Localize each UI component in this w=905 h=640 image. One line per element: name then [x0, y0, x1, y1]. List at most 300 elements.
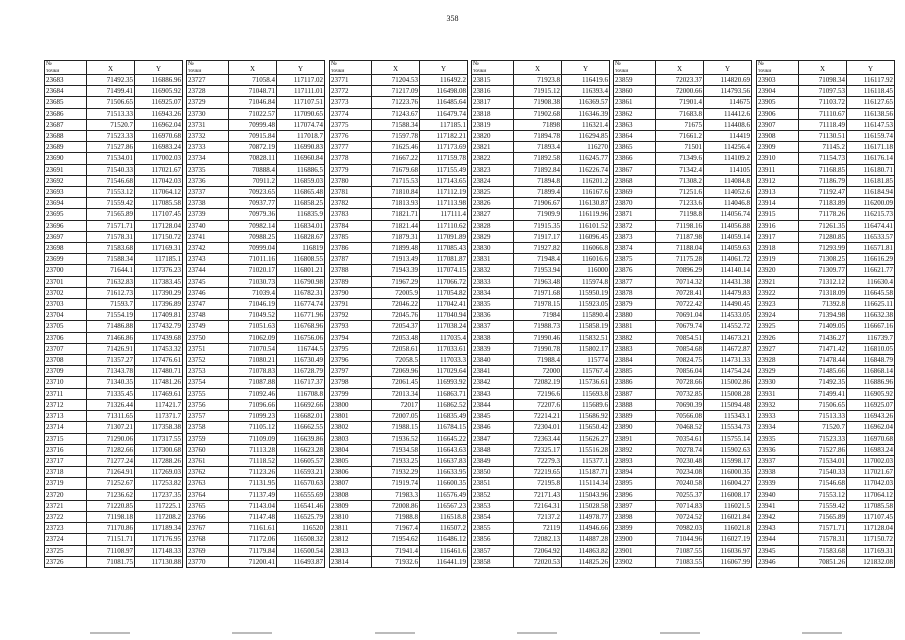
table-row	[757, 534, 895, 545]
table-row	[330, 287, 468, 298]
x-cell: 71349.6	[656, 153, 704, 164]
y-cell: 116507.2	[420, 523, 468, 534]
table-row	[45, 265, 183, 276]
y-cell: 116983.24	[135, 142, 183, 153]
x-cell: 71143.04	[229, 500, 277, 511]
x-cell: 71123.26	[229, 467, 277, 478]
y-cell: 117002.03	[847, 455, 895, 466]
table-row	[187, 556, 325, 567]
y-cell: 116865.48	[277, 187, 325, 198]
table-row	[330, 209, 468, 220]
point-number-cell: 23719	[45, 478, 87, 489]
point-number-cell: 23768	[187, 534, 229, 545]
header-point-label: точки	[615, 68, 629, 74]
point-number-cell: 23823	[472, 164, 514, 175]
table-row	[614, 175, 752, 186]
y-cell: 117176.95	[135, 534, 183, 545]
y-cell: 115377.1	[562, 455, 610, 466]
point-number-cell: 23896	[614, 489, 656, 500]
table-row	[45, 478, 183, 489]
y-cell: 116127.65	[847, 97, 895, 108]
y-cell: 116970.68	[135, 131, 183, 142]
y-cell: 116616.29	[847, 254, 895, 265]
table-row	[614, 511, 752, 522]
x-cell: 71915.35	[514, 220, 562, 231]
x-cell: 72023.37	[656, 75, 704, 86]
x-cell: 71583.68	[799, 545, 847, 556]
table-row	[187, 399, 325, 410]
y-cell: 116180.71	[847, 164, 895, 175]
x-cell: 70691.04	[656, 310, 704, 321]
x-cell: 71110.67	[799, 108, 847, 119]
header-num-label: №	[473, 61, 479, 67]
point-number-cell: 23944	[757, 534, 799, 545]
point-number-cell: 23787	[330, 254, 372, 265]
y-cell: 114059.14	[704, 231, 752, 242]
x-cell: 70732.85	[656, 388, 704, 399]
x-cell: 71546.68	[799, 478, 847, 489]
x-cell: 71936.52	[372, 433, 420, 444]
table-row	[757, 310, 895, 321]
x-cell: 72054.37	[372, 321, 420, 332]
table-row	[330, 97, 468, 108]
header-point-label: точки	[46, 68, 60, 74]
x-cell: 71932.29	[372, 467, 420, 478]
x-cell: 71612.73	[87, 287, 135, 298]
y-cell: 117107.45	[135, 209, 183, 220]
y-cell: 117421.7	[135, 399, 183, 410]
y-cell: 115736.61	[562, 377, 610, 388]
point-number-cell: 23720	[45, 489, 87, 500]
x-cell: 71175.28	[656, 254, 704, 265]
x-cell: 71311.65	[87, 411, 135, 422]
point-number-cell: 23895	[614, 478, 656, 489]
point-number-cell: 23813	[330, 545, 372, 556]
y-cell: 116066.8	[562, 243, 610, 254]
x-cell: 70722.42	[656, 299, 704, 310]
y-cell: 117128.04	[135, 220, 183, 231]
x-cell: 71078.83	[229, 366, 277, 377]
x-cell: 70690.39	[656, 399, 704, 410]
table-row	[614, 411, 752, 422]
x-cell: 70888.4	[229, 164, 277, 175]
point-number-cell: 23697	[45, 231, 87, 242]
x-cell: 71909.9	[514, 209, 562, 220]
x-cell: 72137.2	[514, 511, 562, 522]
x-cell: 71049.52	[229, 310, 277, 321]
x-cell: 71565.89	[87, 209, 135, 220]
x-cell: 71578.31	[799, 534, 847, 545]
header-point-label: точки	[331, 68, 345, 74]
point-number-cell: 23773	[330, 97, 372, 108]
x-cell: 70255.37	[656, 489, 704, 500]
y-cell: 115002.86	[704, 377, 752, 388]
y-cell: 116201.2	[562, 175, 610, 186]
x-cell: 70851.26	[799, 556, 847, 567]
point-number-cell: 23875	[614, 254, 656, 265]
y-cell: 117358.38	[135, 422, 183, 433]
y-cell: 117383.45	[135, 276, 183, 287]
y-cell: 116983.24	[847, 444, 895, 455]
x-cell: 71096.66	[229, 399, 277, 410]
table-row	[614, 343, 752, 354]
point-number-cell: 23935	[757, 433, 799, 444]
point-number-cell: 23795	[330, 343, 372, 354]
table-row	[472, 86, 610, 97]
table-header-row	[614, 61, 752, 75]
point-number-cell: 23691	[45, 164, 87, 175]
point-number-cell: 23770	[187, 556, 229, 567]
y-cell: 116555.69	[277, 489, 325, 500]
table-row	[614, 422, 752, 433]
table-row	[45, 411, 183, 422]
x-cell: 72045.76	[372, 310, 420, 321]
point-number-cell: 23940	[757, 489, 799, 500]
x-cell: 71145.2	[799, 142, 847, 153]
table-row	[472, 299, 610, 310]
y-cell: 116593.21	[277, 467, 325, 478]
table-row	[45, 489, 183, 500]
y-cell: 117143.65	[420, 175, 468, 186]
x-cell: 71523.33	[799, 433, 847, 444]
point-number-cell: 23889	[614, 411, 656, 422]
x-cell: 71118.49	[799, 119, 847, 130]
point-number-cell: 23781	[330, 187, 372, 198]
point-number-cell: 23912	[757, 175, 799, 186]
y-cell: 115802.17	[562, 343, 610, 354]
table-row	[757, 209, 895, 220]
y-cell: 115923.05	[562, 299, 610, 310]
y-cell: 117376.23	[135, 265, 183, 276]
point-number-cell: 23817	[472, 97, 514, 108]
table-row	[187, 444, 325, 455]
point-number-cell: 23699	[45, 254, 87, 265]
y-cell: 116848.79	[847, 355, 895, 366]
header-num-label: №	[188, 61, 194, 67]
page-number: 358	[446, 14, 459, 23]
point-number-cell: 23862	[614, 108, 656, 119]
x-cell: 70354.61	[656, 433, 704, 444]
point-number-cell: 23876	[614, 265, 656, 276]
table-row	[757, 366, 895, 377]
y-cell: 115832.51	[562, 332, 610, 343]
point-number-cell: 23762	[187, 467, 229, 478]
x-cell: 71983.3	[372, 489, 420, 500]
point-number-cell: 23793	[330, 321, 372, 332]
point-number-cell: 23818	[472, 108, 514, 119]
point-number-cell: 23849	[472, 455, 514, 466]
y-cell: 116226.74	[562, 164, 610, 175]
y-cell: 116708.8	[277, 388, 325, 399]
y-cell: 116171.18	[847, 142, 895, 153]
point-number-cell: 23890	[614, 422, 656, 433]
y-cell: 117042.03	[135, 175, 183, 186]
table-row	[757, 511, 895, 522]
x-cell: 71893.4	[514, 142, 562, 153]
y-cell: 116739.7	[847, 332, 895, 343]
y-cell: 117155.49	[420, 164, 468, 175]
point-number-cell: 23788	[330, 265, 372, 276]
y-cell: 116768.96	[277, 321, 325, 332]
table-row	[187, 86, 325, 97]
y-cell: 115094.48	[704, 399, 752, 410]
table-row	[757, 220, 895, 231]
x-cell: 71933.25	[372, 455, 420, 466]
point-number-cell: 23712	[45, 399, 87, 410]
point-number-cell: 23904	[757, 86, 799, 97]
table-row	[45, 399, 183, 410]
table-row	[472, 332, 610, 343]
x-cell: 72069.96	[372, 366, 420, 377]
y-cell: 116567.23	[420, 500, 468, 511]
coordinate-table	[756, 60, 895, 568]
table-row	[45, 75, 183, 86]
y-cell: 116728.79	[277, 366, 325, 377]
point-number-cell: 23685	[45, 97, 87, 108]
point-number-cell: 23796	[330, 355, 372, 366]
x-cell: 71011.16	[229, 254, 277, 265]
y-cell: 117476.61	[135, 355, 183, 366]
point-number-cell: 23908	[757, 131, 799, 142]
table-row	[757, 343, 895, 354]
x-cell: 72082.19	[514, 377, 562, 388]
point-number-cell: 23857	[472, 545, 514, 556]
header-point-number	[187, 61, 229, 75]
y-cell: 117021.67	[135, 164, 183, 175]
table-row	[330, 343, 468, 354]
x-cell: 71039.4	[229, 287, 277, 298]
table-row	[614, 209, 752, 220]
point-number-cell: 23695	[45, 209, 87, 220]
table-header-row	[187, 61, 325, 75]
x-cell: 70728.66	[656, 377, 704, 388]
table-row	[187, 220, 325, 231]
point-number-cell: 23792	[330, 310, 372, 321]
x-cell: 71520.7	[87, 119, 135, 130]
y-cell: 116118.45	[847, 86, 895, 97]
y-cell: 115755.14	[704, 433, 752, 444]
y-cell: 115774	[562, 355, 610, 366]
x-cell: 71187.98	[656, 231, 704, 242]
table-row	[45, 142, 183, 153]
x-cell: 71988.73	[514, 321, 562, 332]
table-row	[330, 164, 468, 175]
point-number-cell: 23690	[45, 153, 87, 164]
table-row	[187, 366, 325, 377]
x-cell: 71307.21	[87, 422, 135, 433]
coordinate-table	[329, 60, 468, 568]
point-number-cell: 23765	[187, 500, 229, 511]
table-row	[187, 511, 325, 522]
table-row	[330, 119, 468, 130]
x-cell: 71534.01	[799, 455, 847, 466]
x-cell: 71318.09	[799, 287, 847, 298]
table-row	[757, 75, 895, 86]
point-number-cell: 23837	[472, 321, 514, 332]
y-cell: 117085.43	[420, 243, 468, 254]
y-cell: 117091.89	[420, 231, 468, 242]
table-row	[757, 332, 895, 343]
x-cell: 71715.53	[372, 175, 420, 186]
x-cell: 71309.77	[799, 265, 847, 276]
table-row	[757, 254, 895, 265]
y-cell: 117081.87	[420, 254, 468, 265]
x-cell: 71679.68	[372, 164, 420, 175]
y-cell: 114887.28	[562, 534, 610, 545]
y-cell: 116571.81	[847, 243, 895, 254]
point-number-cell: 23803	[330, 433, 372, 444]
x-cell: 70230.48	[656, 455, 704, 466]
header-point-number	[330, 61, 372, 75]
y-cell: 114056.74	[704, 209, 752, 220]
point-number-cell: 23883	[614, 343, 656, 354]
table-row	[45, 254, 183, 265]
y-cell: 114825.26	[562, 556, 610, 567]
table-row	[330, 455, 468, 466]
table-row	[757, 198, 895, 209]
table-row	[757, 86, 895, 97]
point-number-cell: 23824	[472, 175, 514, 186]
y-cell: 117085.58	[135, 198, 183, 209]
point-number-cell: 23741	[187, 231, 229, 242]
x-cell: 70828.11	[229, 153, 277, 164]
point-number-cell: 23816	[472, 86, 514, 97]
point-number-cell: 23785	[330, 231, 372, 242]
table-row	[757, 153, 895, 164]
header-point-number	[45, 61, 87, 75]
point-number-cell: 23916	[757, 220, 799, 231]
point-number-cell: 23878	[614, 287, 656, 298]
point-number-cell: 23898	[614, 511, 656, 522]
table-row	[472, 355, 610, 366]
y-cell: 116790.98	[277, 276, 325, 287]
y-cell: 114946.66	[562, 523, 610, 534]
header-point-number	[757, 61, 799, 75]
table-row	[330, 153, 468, 164]
x-cell: 71326.44	[87, 399, 135, 410]
point-number-cell: 23742	[187, 243, 229, 254]
y-cell: 116021.5	[704, 500, 752, 511]
x-cell: 71020.17	[229, 265, 277, 276]
y-cell: 114052.6	[704, 187, 752, 198]
x-cell: 71963.48	[514, 276, 562, 287]
table-row	[614, 523, 752, 534]
table-row	[45, 108, 183, 119]
x-cell: 72164.31	[514, 500, 562, 511]
table-row	[45, 164, 183, 175]
point-number-cell: 23774	[330, 108, 372, 119]
point-number-cell: 23709	[45, 366, 87, 377]
table-row	[45, 299, 183, 310]
table-row	[45, 131, 183, 142]
x-cell: 72058.5	[372, 355, 420, 366]
point-number-cell: 23778	[330, 153, 372, 164]
y-cell: 116479.74	[420, 108, 468, 119]
point-number-cell: 23702	[45, 287, 87, 298]
y-cell: 116633.95	[420, 467, 468, 478]
table-row	[472, 164, 610, 175]
table-row	[757, 478, 895, 489]
table-row	[330, 399, 468, 410]
point-number-cell: 23727	[187, 75, 229, 86]
y-cell: 117033.61	[420, 343, 468, 354]
x-cell: 71217.09	[372, 86, 420, 97]
point-number-cell: 23926	[757, 332, 799, 343]
header-num-label: №	[615, 61, 621, 67]
x-cell: 71899.48	[372, 243, 420, 254]
point-number-cell: 23707	[45, 343, 87, 354]
table-row	[330, 377, 468, 388]
header-x: X	[514, 61, 562, 75]
table-row	[330, 523, 468, 534]
table-row	[330, 534, 468, 545]
x-cell: 71030.73	[229, 276, 277, 287]
table-row	[614, 388, 752, 399]
table-header-row	[757, 61, 895, 75]
point-number-cell: 23870	[614, 198, 656, 209]
y-cell: 117317.55	[135, 433, 183, 444]
table-row	[757, 355, 895, 366]
table-row	[757, 131, 895, 142]
point-number-cell: 23758	[187, 422, 229, 433]
point-number-cell: 23831	[472, 254, 514, 265]
x-cell: 71810.84	[372, 187, 420, 198]
y-cell: 117173.69	[420, 142, 468, 153]
x-cell: 71130.51	[799, 131, 847, 142]
table-row	[472, 534, 610, 545]
point-number-cell: 23807	[330, 478, 372, 489]
point-number-cell: 23943	[757, 523, 799, 534]
table-row	[614, 75, 752, 86]
x-cell: 71527.86	[799, 444, 847, 455]
table-row	[187, 142, 325, 153]
y-cell: 116834.01	[277, 220, 325, 231]
table-row	[330, 142, 468, 153]
y-cell: 117169.31	[847, 545, 895, 556]
y-cell: 116630.4	[847, 276, 895, 287]
table-row	[472, 467, 610, 478]
y-cell: 116021.8	[704, 523, 752, 534]
x-cell: 71178.26	[799, 209, 847, 220]
y-cell: 116000	[562, 265, 610, 276]
x-cell: 71990.78	[514, 343, 562, 354]
x-cell: 71917.17	[514, 231, 562, 242]
x-cell: 71932.6	[372, 556, 420, 567]
point-number-cell: 23852	[472, 489, 514, 500]
table-row	[757, 119, 895, 130]
x-cell: 70999.04	[229, 243, 277, 254]
y-cell: 116101.52	[562, 220, 610, 231]
table-row	[614, 332, 752, 343]
point-number-cell: 23845	[472, 411, 514, 422]
y-cell: 117469.61	[135, 388, 183, 399]
point-number-cell: 23915	[757, 209, 799, 220]
table-row	[472, 231, 610, 242]
x-cell: 70854.68	[656, 343, 704, 354]
x-cell: 71081.75	[87, 556, 135, 567]
table-header-row	[45, 61, 183, 75]
point-number-cell: 23833	[472, 276, 514, 287]
table-row	[45, 231, 183, 242]
x-cell: 71118.52	[229, 455, 277, 466]
point-number-cell: 23887	[614, 388, 656, 399]
y-cell: 117107.51	[277, 97, 325, 108]
y-cell: 117128.04	[847, 523, 895, 534]
table-row	[330, 198, 468, 209]
point-number-cell: 23779	[330, 164, 372, 175]
point-number-cell: 23688	[45, 131, 87, 142]
y-cell: 116008.17	[704, 489, 752, 500]
